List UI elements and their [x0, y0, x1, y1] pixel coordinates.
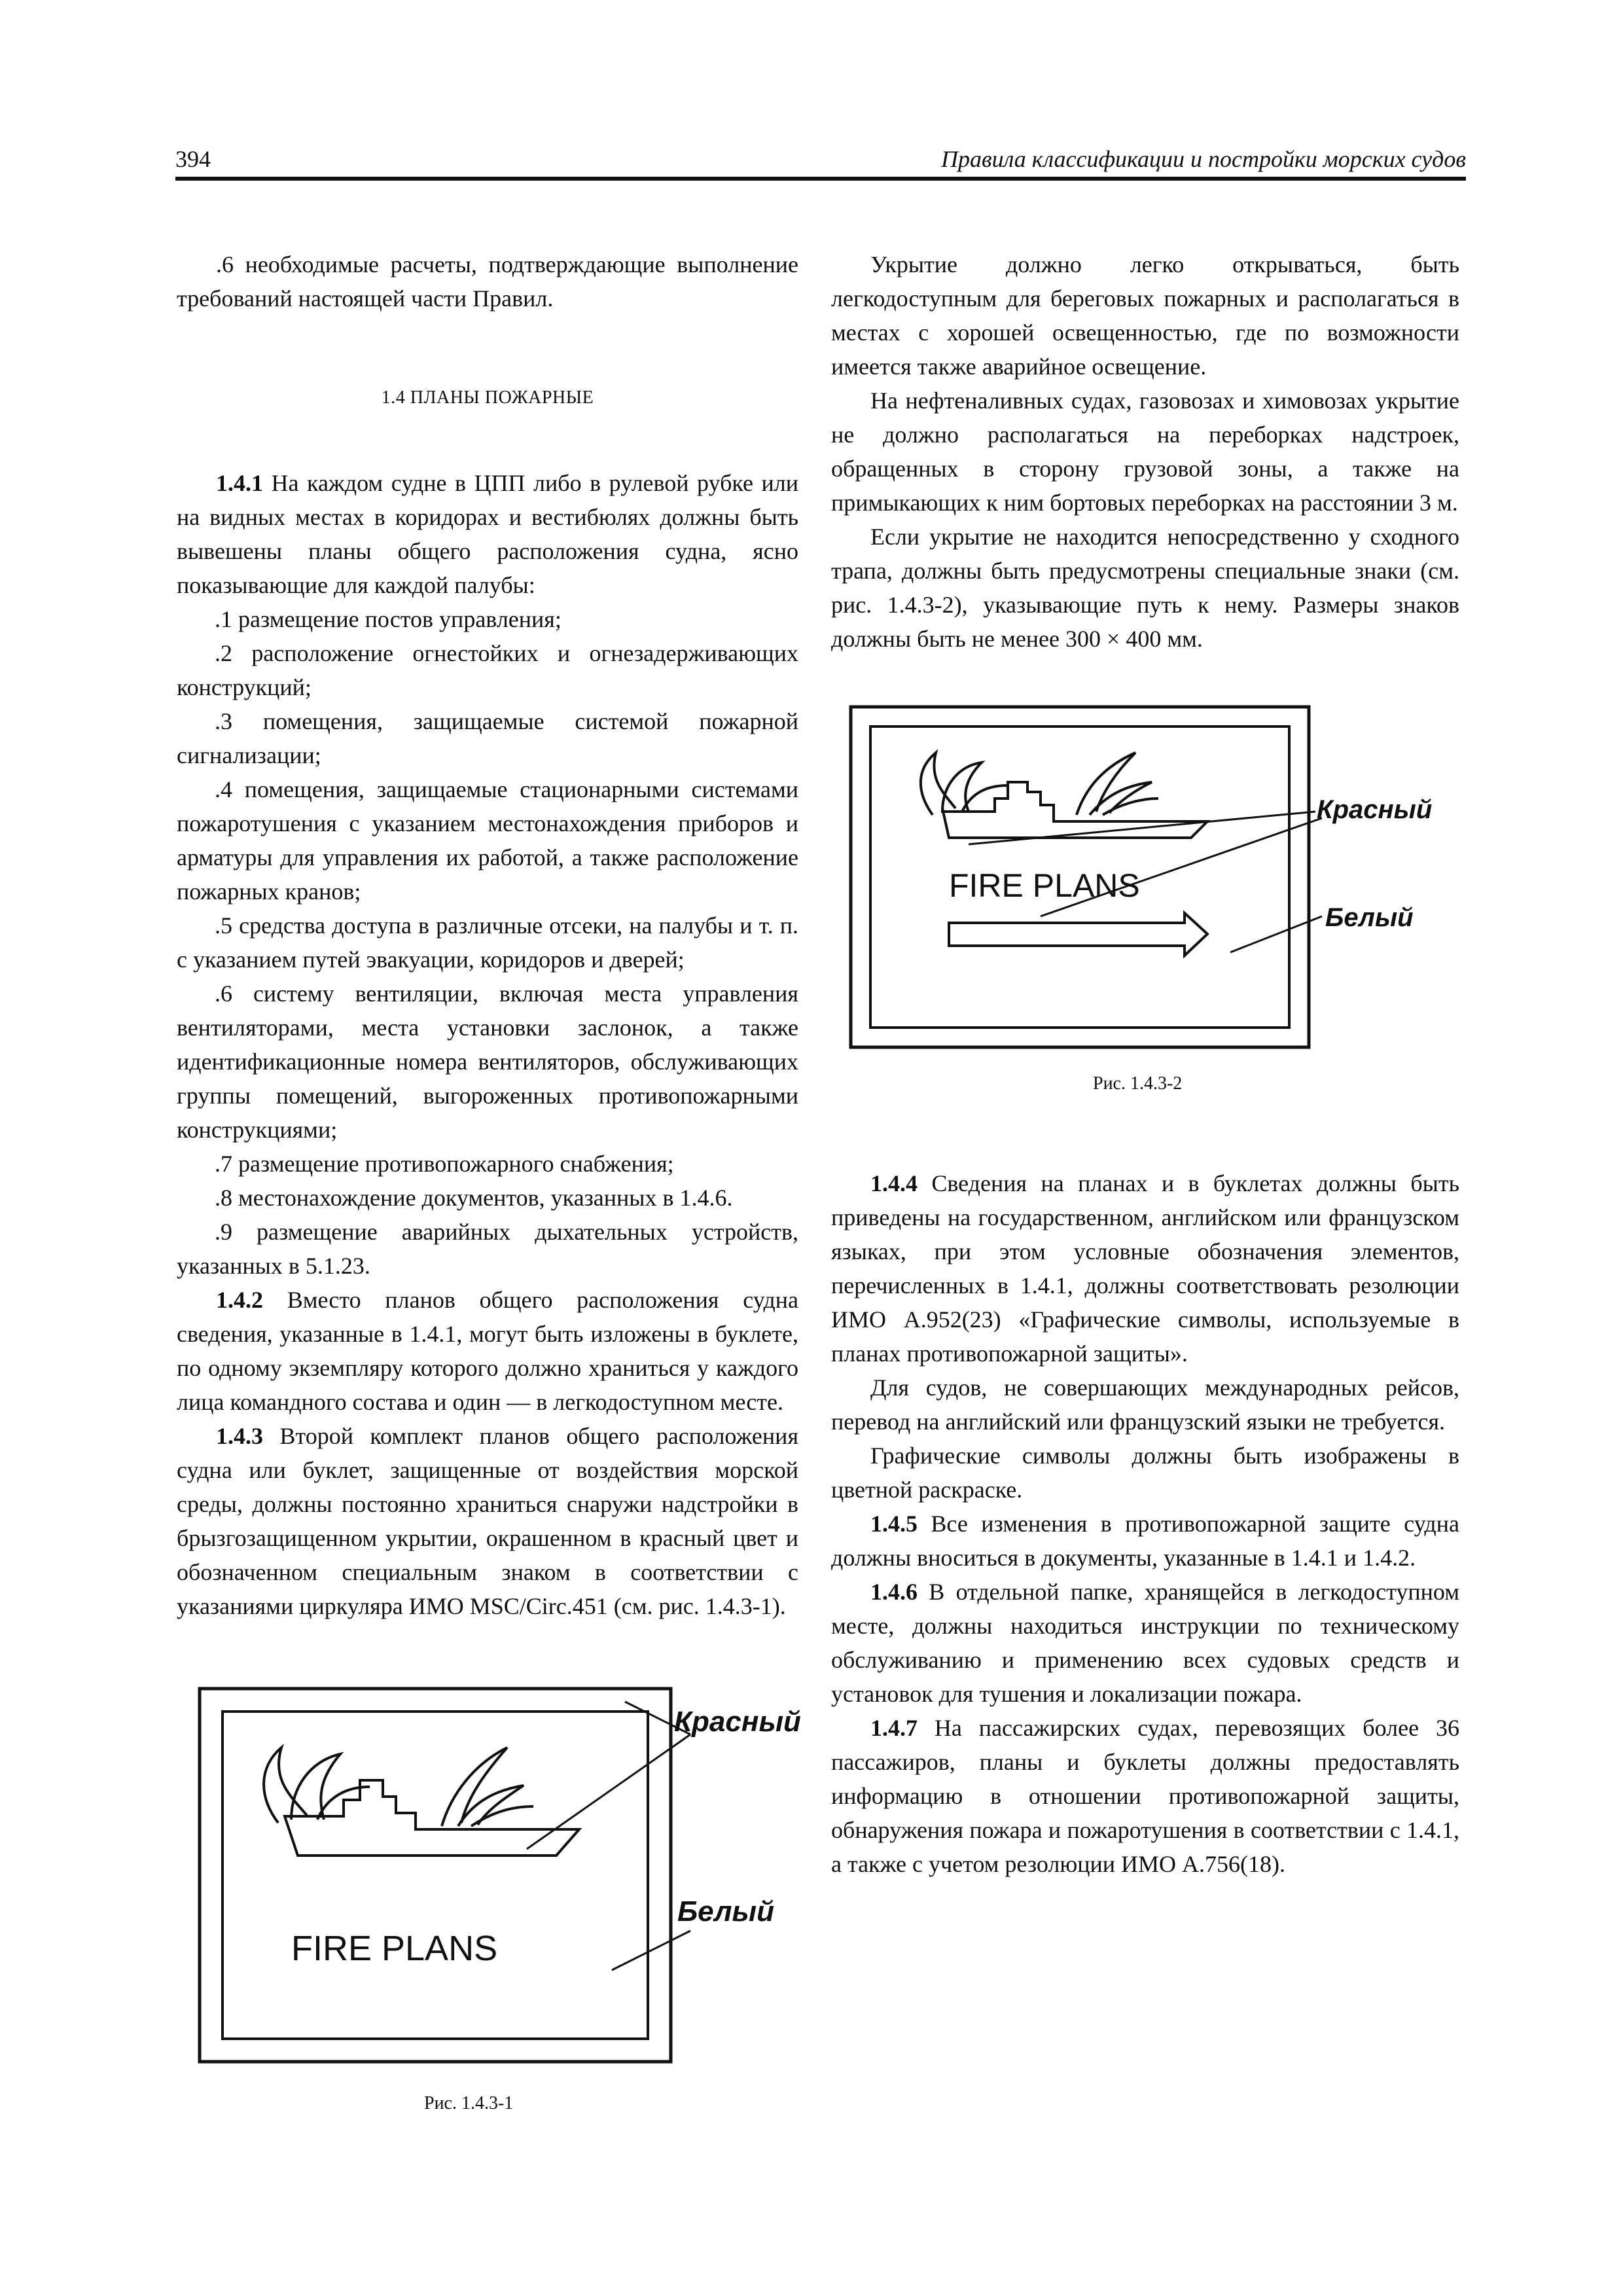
page-number: 394 [175, 146, 211, 172]
paragraph-1-4-2 [177, 1283, 798, 1419]
figure-fire-plans-sign [193, 1682, 808, 2068]
figure-1-caption: Рис. 1.4.3-1 [424, 2093, 514, 2113]
sign-outer-frame [200, 1689, 671, 2062]
paragraph-signs: Если укрытие не находится непосредственно у сходного трапа, должны быть предусмотрены специальные знаки (см. рис. 1.4.3-2), указывающие путь к нему. Размеры знаков должны быть не менее 300 × 400 мм. [831, 524, 1459, 652]
list-item-8: .8 местонахождение документов, указанных в 1.4.6. [215, 1185, 733, 1211]
clause-number: 1.4.4 [870, 1170, 918, 1196]
paragraph-1-4-1 [177, 466, 798, 602]
clause-number: 1.4.3 [216, 1423, 263, 1449]
clause-number: 1.4.7 [870, 1715, 918, 1741]
list-item-3: .3 помещения, защищаемые системой пожарной сигнализации; [177, 708, 798, 768]
sign-text: FIRE PLANS [949, 867, 1140, 904]
figure-fire-plans-arrow-sign [844, 700, 1433, 1054]
clause-number: 1.4.6 [870, 1579, 918, 1605]
list-item-1: .1 размещение постов управления; [215, 606, 562, 632]
sign-inner-frame [223, 1712, 648, 2039]
clause-text: Все изменения в противопожарной защите судна должны вноситься в документы, указанные в 1.4.1 и 1.4.2. [831, 1511, 1459, 1571]
paragraph-tankers: На нефтеналивных судах, газовозах и химовозах укрытие не должно располагаться на переборках надстроек, обращенных в сторону грузовой зоны, а также на примыкающих к ним бортовых переборках на расстоянии 3 м. [831, 387, 1459, 516]
list-item-4: .4 помещения, защищаемые стационарными системами пожаротушения с указанием местонахождения приборов и арматуры для управления их работой, а также расположение пожарных кранов; [177, 776, 798, 905]
paragraph-1-4-3 [177, 1419, 798, 1623]
paragraph-translation: Для судов, не совершающих международных рейсов, перевод на английский или французский языки не требуется. [831, 1374, 1459, 1435]
clause-number: 1.4.2 [216, 1287, 263, 1313]
clause-text: Сведения на планах и в буклетах должны быть приведены на государственном, английском или французском языках, при этом условные обозначения элементов, перечисленных в 1.4.1, должны соответствовать резолюции ИМО А.952(23) «Графические символы, используемые в планах противопожарной защиты». [831, 1170, 1459, 1367]
list-item-5: .5 средства доступа в различные отсеки, на палубы и т. п. с указанием путей эвакуации, коридоров и дверей; [177, 912, 798, 973]
figure-2-caption: Рис. 1.4.3-2 [1093, 1073, 1183, 1094]
label-white: Белый [1325, 903, 1414, 932]
clause-text: В отдельной папке, хранящейся в легкодоступном месте, должны находиться инструкции по техническому обслуживанию и применению всех судовых средств и установок для тушения и локализации пожара. [831, 1579, 1459, 1707]
sign-text: FIRE PLANS [291, 1929, 498, 1968]
paragraph-colors: Графические символы должны быть изображены в цветной раскраске. [831, 1443, 1459, 1503]
leader-line-red [527, 1734, 690, 1849]
label-white: Белый [677, 1895, 774, 1928]
clause-number: 1.4.5 [870, 1511, 918, 1537]
section-title: 1.4 ПЛАНЫ ПОЖАРНЫЕ [381, 387, 594, 408]
header-rule [175, 177, 1466, 181]
paragraph-1-4-4 [831, 1166, 1459, 1371]
list-item-6: .6 систему вентиляции, включая места управления вентиляторами, места установки заслонок, а также идентификационные номера вентиляторов, обслуживающих группы помещений, выгороженных противопожарными конструкциями; [177, 980, 798, 1143]
left-column [177, 247, 798, 1623]
list-item-7: .7 размещение противопожарного снабжения; [215, 1151, 674, 1177]
label-red: Красный [674, 1706, 801, 1738]
clause-number: 1.4.1 [216, 470, 263, 496]
paragraph-1-4-7 [831, 1711, 1459, 1881]
clause-text: На каждом судне в ЦПП либо в рулевой рубке или на видных местах в коридорах и вестибюлях должны быть вывешены планы общего расположения судна, ясно показывающие для каждой палубы: [177, 470, 798, 598]
clause-text: Вместо планов общего расположения судна сведения, указанные в 1.4.1, могут быть изложены в буклете, по одному экземпляру которого должно храниться у каждого лица командного состава и один — в легкодоступном месте. [177, 1287, 798, 1415]
leader-line-white [612, 1931, 690, 1970]
clause-text: Второй комплект планов общего расположения судна или буклет, защищенные от воздействия морской среды, должны постоянно храниться снаружи надстройки в брызгозащищенном укрытии, окрашенном в красный цвет и обозначенном специальным знаком в соответствии с указаниями циркуляра ИМО MSC/Circ.451 (см. рис. 1.4.3-1). [177, 1423, 798, 1619]
label-red: Красный [1317, 795, 1433, 824]
arrow-icon [949, 913, 1207, 956]
clause-text: На пассажирских судах, перевозящих более 36 пассажиров, планы и буклеты должны предоставлять информацию в отношении противопожарной защиты, обнаружения пожара и пожаротушения в соответствии с 1.4.1, а также с учетом резолюции ИМО А.756(18). [831, 1715, 1459, 1877]
running-title: Правила классификации и постройки морских судов [941, 146, 1466, 172]
paragraph-1-4-6 [831, 1575, 1459, 1711]
paragraph-intro: .6 необходимые расчеты, подтверждающие выполнение требований настоящей части Правил. [177, 251, 798, 312]
paragraph-shelter: Укрытие должно легко открываться, быть легкодоступным для береговых пожарных и располагаться в местах с хорошей освещенностью, где по возможности имеется также аварийное освещение. [831, 251, 1459, 380]
list-item-9: .9 размещение аварийных дыхательных устройств, указанных в 5.1.23. [177, 1219, 798, 1279]
paragraph-1-4-5 [831, 1507, 1459, 1575]
right-column [831, 247, 1459, 1881]
list-item-2: .2 расположение огнестойких и огнезадерживающих конструкций; [177, 640, 798, 700]
